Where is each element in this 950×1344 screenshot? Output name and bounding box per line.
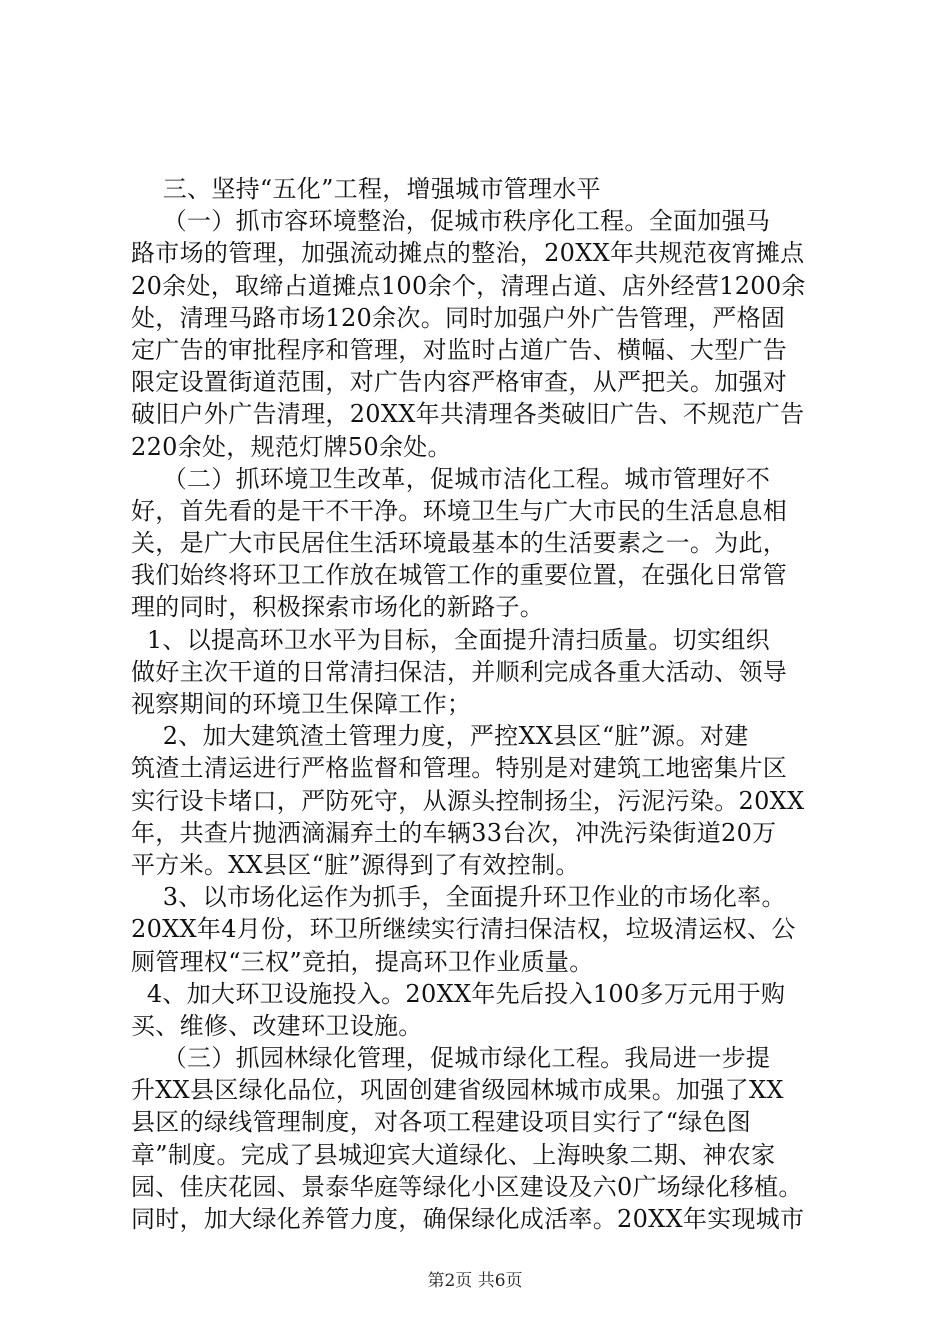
text-line: 定广告的审批程序和管理，对监时占道广告、横幅、大型广告: [131, 335, 788, 364]
text-line: 理的同时，积极探索市场化的新路子。: [131, 593, 545, 622]
text-line: 关，是广大市民居住生活环境最基本的生活要素之一。为此，: [131, 529, 788, 558]
text-line: 220余处，规范灯牌50余处。: [131, 432, 452, 461]
heading-line: 三、坚持“五化”工程，增强城市管理水平: [131, 175, 601, 203]
text-line: 20余处，取缔占道摊点100余个，清理占道、店外经营1200余: [131, 271, 806, 300]
text-line: 限定设置街道范围，对广告内容严格审查，从严把关。加强对: [131, 368, 788, 397]
text-line: 买、维修、改建环卫设施。: [131, 1011, 423, 1040]
text-line: 2、加大建筑渣土管理力度，严控XX县区“脏”源。对建: [131, 722, 749, 751]
page-number-footer: 第2页 共6页: [427, 1271, 523, 1291]
text-line: 20XX年4月份，环卫所继续实行清扫保洁权，垃圾清运权、公: [131, 915, 796, 944]
text-line: 实行设卡堵口，严防死守，从源头控制扬尘，污泥污染。20XX: [131, 786, 805, 815]
text-line: （一）抓市容环境整治，促城市秩序化工程。全面加强马: [131, 207, 771, 236]
text-line: 1、以提高环卫水平为目标，全面提升清扫质量。切实组织: [131, 625, 770, 654]
text-line: 做好主次干道的日常清扫保洁，并顺利完成各重大活动、领导: [131, 657, 788, 686]
text-line: 好，首先看的是干不干净。环境卫生与广大市民的生活息息相: [131, 496, 788, 525]
text-line: 路市场的管理，加强流动摊点的整治，20XX年共规范夜宵摊点: [131, 239, 805, 268]
text-line: 4、加大环卫设施投入。20XX年先后投入100多万元用于购: [131, 979, 786, 1008]
document-body: [131, 173, 836, 1235]
text-line: 园、佳庆花园、景泰华庭等绿化小区建设及六0广场绿化移植。: [131, 1172, 803, 1201]
text-line: 升XX县区绿化品位，巩固创建省级园林城市成果。加强了XX: [131, 1076, 784, 1105]
text-line: （三）抓园林绿化管理，促城市绿化工程。我局进一步提: [131, 1044, 771, 1073]
text-line: 3、以市场化运作为抓手，全面提升环卫作业的市场化率。: [131, 883, 786, 912]
text-line: 破旧户外广告清理，20XX年共清理各类破旧广告、不规范广告: [131, 400, 805, 429]
text-line: 县区的绿线管理制度，对各项工程建设项目实行了“绿色图: [131, 1108, 752, 1137]
text-line: 筑渣土清运进行严格监督和管理。特别是对建筑工地密集片区: [131, 754, 788, 783]
text-line: （二）抓环境卫生改革，促城市洁化工程。城市管理好不: [131, 464, 771, 493]
text-line: 我们始终将环卫工作放在城管工作的重要位置，在强化日常管: [131, 561, 788, 590]
text-line: 平方米。XX县区“脏”源得到了有效控制。: [131, 850, 580, 879]
text-line: 处，清理马路市场120余次。同时加强户外广告管理，严格固: [131, 303, 786, 332]
text-line: 章”制度。完成了县城迎宾大道绿化、上海映象二期、神农家: [131, 1140, 776, 1169]
text-line: 厕管理权“三权”竞拍，提高环卫作业质量。: [131, 947, 594, 976]
text-line: 同时，加大绿化养管力度，确保绿化成活率。20XX年实现城市: [131, 1205, 805, 1233]
text-line: 年，共查片抛洒滴漏弃土的车辆33台次，冲洗污染街道20万: [131, 818, 777, 847]
text-line: 视察期间的环境卫生保障工作；: [131, 690, 472, 718]
